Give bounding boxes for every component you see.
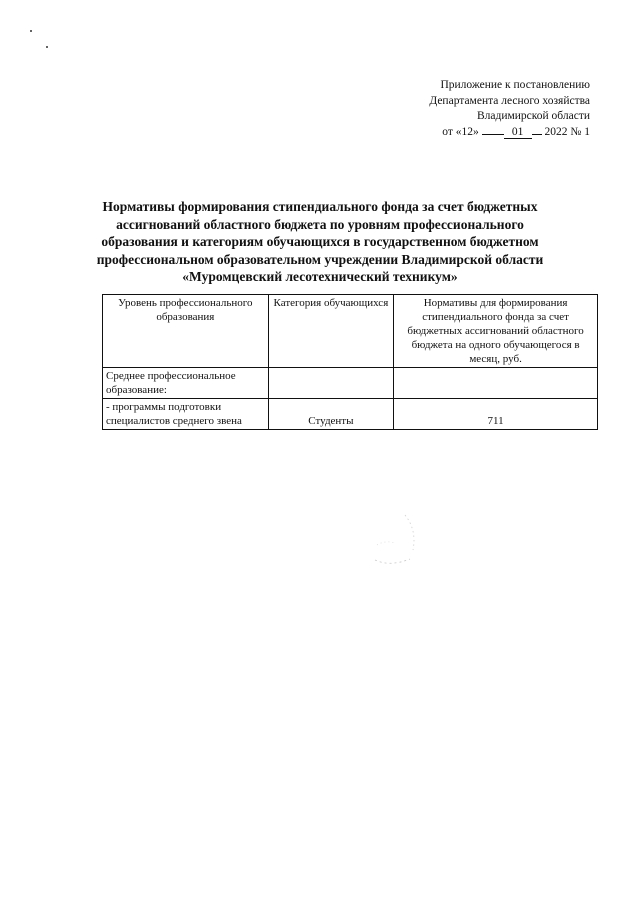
cell-category [268,368,394,399]
date-blank [482,134,504,135]
title-line: «Муромцевский лесотехнический техникум» [182,269,458,284]
document-title [95,198,545,286]
scan-speck [30,30,32,32]
title-line: ассигнований областного бюджета по уровням профессионального [116,216,524,232]
scan-speck [46,46,48,48]
header-norm: Нормативы для формирования стипендиального фонда за счет бюджетных ассигнований областного бюджета на одного обучающегося в месяц, руб. [394,295,598,368]
cell-norm: 711 [394,399,598,430]
date-blank [532,134,542,135]
cell-level: Среднее профессиональное образование: [103,368,269,399]
table-header-row [103,295,598,368]
document-number: № 1 [570,125,590,138]
appendix-line: Департамента лесного хозяйства [429,94,590,107]
appendix-date-line [429,125,590,141]
cell-norm [394,368,598,399]
date-month: 01 [504,126,532,139]
appendix-line: Приложение к постановлению [440,79,590,91]
title-line: профессиональном образовательном учреждении Владимирской области [96,251,544,267]
header-category: Категория обучающихся [268,295,394,368]
date-prefix: от «12» [442,125,479,138]
cell-category: Студенты [268,399,394,430]
norms-table [102,294,598,430]
table-row [103,368,598,399]
faint-stamp-mark [365,505,435,575]
table-row [103,399,598,430]
title-line: Нормативы формирования стипендиального фонда за счет бюджетных [102,199,538,214]
date-year: 2022 [544,125,568,138]
header-level: Уровень профессионального образования [103,295,269,368]
cell-level: - программы подготовки специалистов среднего звена [103,399,269,430]
appendix-header [429,78,590,140]
title-line: образования и категориям обучающихся в государственном бюджетном [101,234,539,249]
appendix-line: Владимирской области [476,110,590,122]
